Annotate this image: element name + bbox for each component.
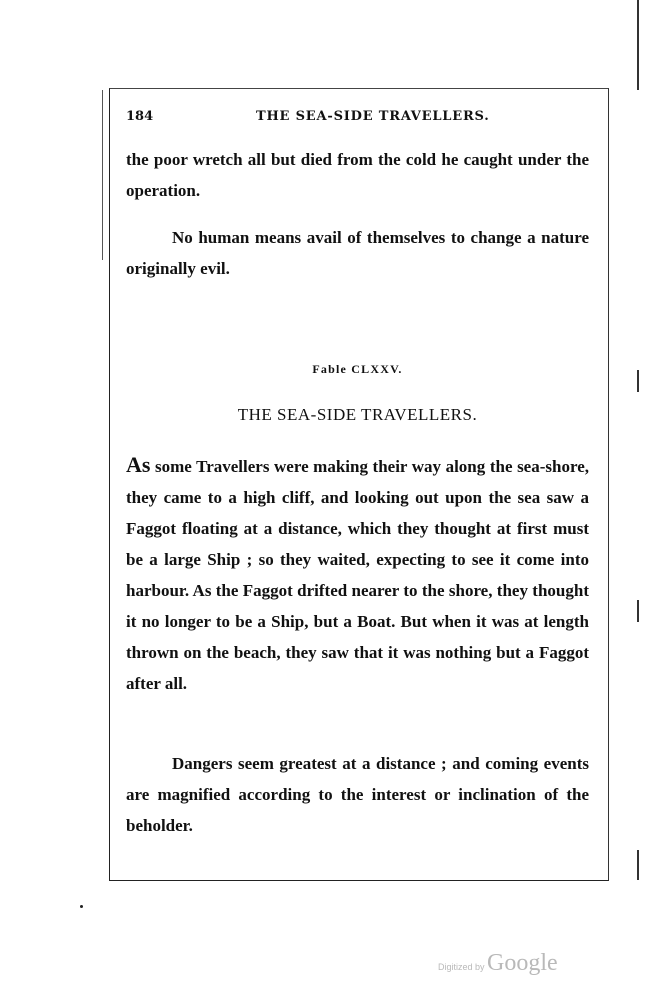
digitized-watermark bbox=[438, 950, 558, 977]
watermark-prefix: Digitized by bbox=[438, 962, 488, 972]
story-first-word: As bbox=[126, 452, 151, 477]
previous-fable-closing-text: the poor wretch all but died from the cold he caught under the operation. bbox=[126, 150, 589, 200]
page-header bbox=[126, 109, 591, 129]
fable-number: Fable CLXXV. bbox=[312, 362, 403, 376]
fable-title: THE SEA-SIDE TRAVELLERS. bbox=[237, 405, 478, 424]
story-text: some Travellers were making their way along the sea-shore, they came to a high cliff, and looking out upon the sea saw a Faggot floating at a distance, which they thought at first must be a large Ship ; so they waited, expecting to see it come into harbour. As the Faggot drifted nearer to the shore, they thought it no longer to be a Ship, but a Boat. But when it was at length thrown on the beach, they saw that it was nothing but a Faggot after all. bbox=[126, 457, 589, 693]
fable-moral: Dangers seem greatest at a distance ; and coming events are magnified according to the interest or inclination of the beholder. bbox=[126, 754, 589, 835]
previous-fable-moral: No human means avail of themselves to change a nature originally evil. bbox=[126, 228, 589, 278]
scan-speck bbox=[80, 905, 83, 908]
fable-story bbox=[126, 449, 589, 699]
scan-left-edge bbox=[102, 90, 103, 260]
page-number: 184 bbox=[126, 109, 154, 124]
watermark-brand: Google bbox=[487, 950, 558, 976]
scan-right-edge bbox=[637, 0, 639, 1000]
running-head: THE SEA-SIDE TRAVELLERS. bbox=[256, 109, 490, 124]
